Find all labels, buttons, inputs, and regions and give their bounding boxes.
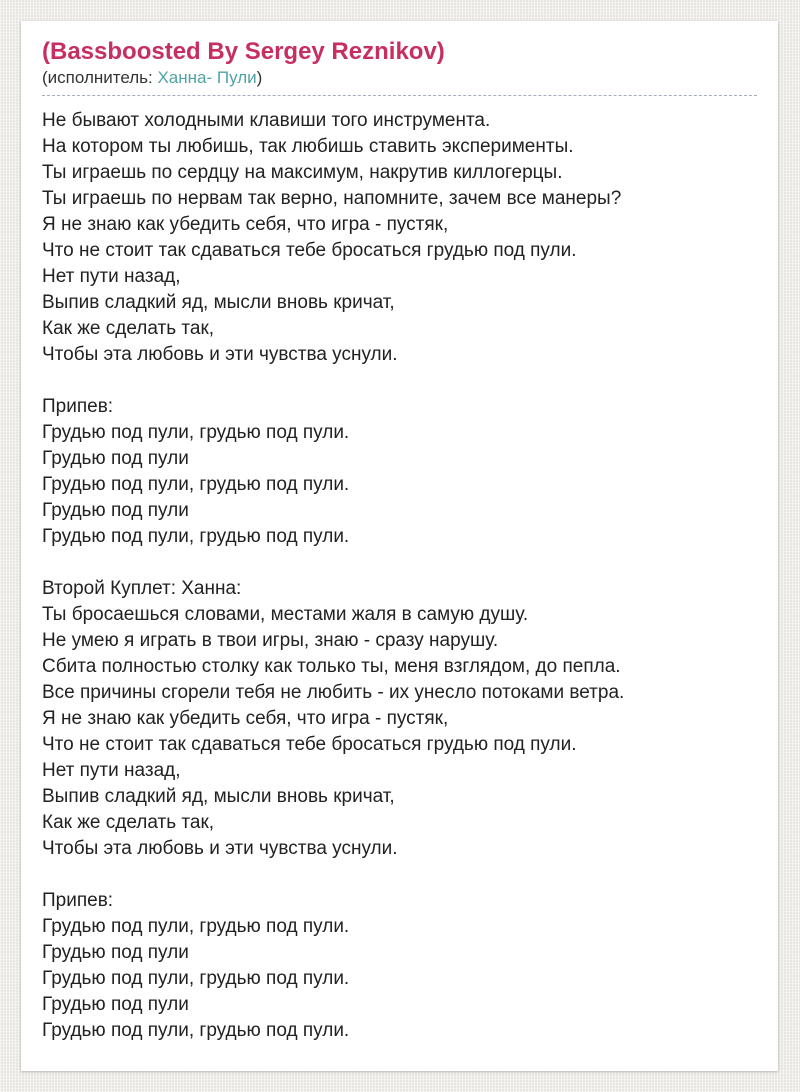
lyric-line: Грудью под пули, грудью под пули. — [42, 916, 350, 937]
lyric-line: Грудью под пули, грудью под пули. — [42, 526, 350, 547]
lyric-line: Грудью под пули — [42, 448, 189, 469]
lyric-line: Припев: — [42, 396, 114, 417]
song-header — [42, 39, 757, 96]
lyrics — [42, 108, 757, 1044]
lyric-line: Что не стоит так сдаваться тебе бросаться грудью под пули. — [42, 734, 577, 755]
lyric-line: Не умею я играть в твои игры, знаю - сразу нарушу. — [42, 630, 499, 651]
lyric-line: Чтобы эта любовь и эти чувства уснули. — [42, 838, 398, 859]
lyric-line: Припев: — [42, 890, 114, 911]
lyric-line — [42, 862, 757, 888]
lyric-line: Все причины сгорели тебя не любить - их унесло потоками ветра. — [42, 682, 625, 703]
lyric-line — [42, 368, 757, 394]
lyric-line — [42, 550, 757, 576]
lyric-line: Я не знаю как убедить себя, что игра - пустяк, — [42, 214, 449, 235]
lyric-line: На котором ты любишь, так любишь ставить эксперименты. — [42, 136, 574, 157]
lyric-line: Второй Куплет: Ханна: — [42, 578, 242, 599]
lyric-line: Не бывают холодными клавиши того инструмента. — [42, 110, 491, 131]
lyric-line: Что не стоит так сдаваться тебе бросаться грудью под пули. — [42, 240, 577, 261]
lyric-line: Нет пути назад, — [42, 760, 181, 781]
lyric-line: Чтобы эта любовь и эти чувства уснули. — [42, 344, 398, 365]
lyric-line: Грудью под пули, грудью под пули. — [42, 422, 350, 443]
lyric-line: Я не знаю как убедить себя, что игра - пустяк, — [42, 708, 449, 729]
lyric-line: Ты бросаешься словами, местами жаля в самую душу. — [42, 604, 529, 625]
lyric-line: Выпив сладкий яд, мысли вновь кричат, — [42, 292, 395, 313]
artist-link[interactable]: Ханна- Пули — [157, 68, 257, 87]
lyrics-card — [21, 21, 778, 1071]
lyric-line: Грудью под пули — [42, 500, 189, 521]
artist-prefix: (исполнитель: — [42, 68, 158, 87]
lyric-line: Грудью под пули — [42, 942, 189, 963]
lyric-line: Нет пути назад, — [42, 266, 181, 287]
lyric-line: Ты играешь по нервам так верно, напомните, зачем все манеры? — [42, 188, 622, 209]
lyric-line: Сбита полностью столку как только ты, меня взглядом, до пепла. — [42, 656, 621, 677]
song-title: (Bassboosted By Sergey Reznikov) — [42, 38, 445, 65]
artist-line — [42, 67, 757, 89]
lyric-line: Грудью под пули, грудью под пули. — [42, 968, 350, 989]
lyric-line: Выпив сладкий яд, мысли вновь кричат, — [42, 786, 395, 807]
lyric-line: Как же сделать так, — [42, 318, 215, 339]
lyric-line: Как же сделать так, — [42, 812, 215, 833]
lyric-line: Ты играешь по сердцу на максимум, накрутив киллогерцы. — [42, 162, 563, 183]
lyric-line: Грудью под пули, грудью под пули. — [42, 474, 350, 495]
lyric-line: Грудью под пули — [42, 994, 189, 1015]
artist-suffix: ) — [256, 68, 263, 87]
lyric-line: Грудью под пули, грудью под пули. — [42, 1020, 350, 1041]
